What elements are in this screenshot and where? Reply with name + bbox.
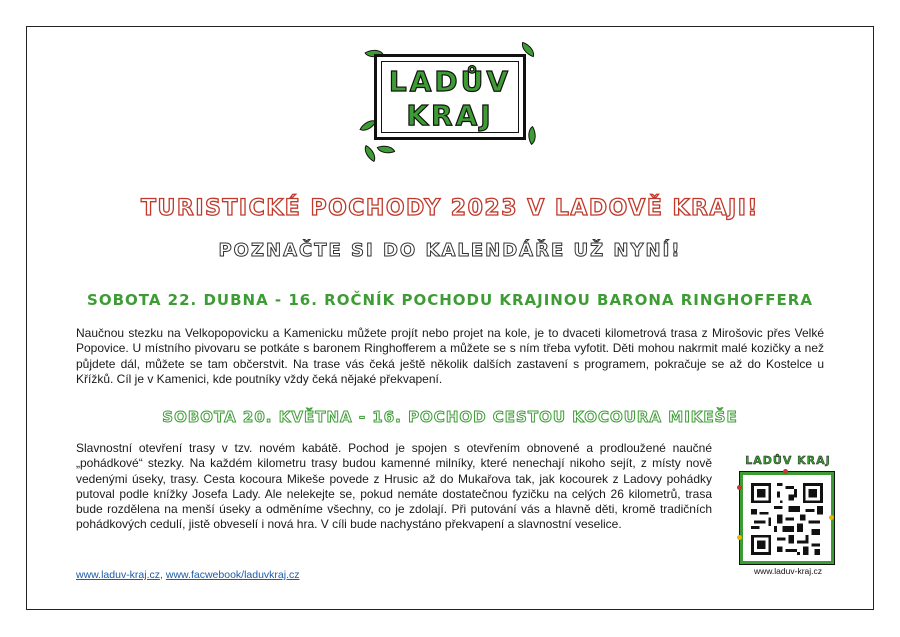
flower-icon [829, 515, 834, 520]
page-title: TURISTICKÉ POCHODY 2023 V LADOVĚ KRAJI! [141, 196, 759, 221]
page-subtitle: POZNAČTE SI DO KALENDÁŘE UŽ NYNÍ! [218, 240, 682, 261]
qr-code-icon[interactable] [751, 483, 823, 555]
qr-url: www.laduv-kraj.cz [753, 566, 823, 576]
link-separator: , [160, 569, 163, 581]
event-text-1: Naučnou stezku na Velkopopovicku a Kamenicku můžete projít nebo projet na kole, je to dvaceti kilometrová trasa z Mirošovic přes Velké Popovice. U místního pivovaru se potkáte s baronem Ringhofferem a můžete se s ním třeba vyfotit. Děti mohou nakrmit malé kozičky a než půjdete dál, můžete se tam občerstvit. Na trase vás čeká ještě několik dalších zastavení s programem, pokračuje se až do Kostelce u Křížků. Cíl je v Kamenici, kde poutníky vždy čeká nějaké překvapení. [76, 326, 824, 386]
logo-line-2: KRAJ [406, 99, 494, 132]
facebook-link[interactable]: www.facwebook/laduvkraj.cz [165, 569, 300, 581]
flower-icon [783, 469, 788, 474]
qr-title: LADŮV KRAJ [745, 454, 831, 467]
flower-icon [737, 535, 742, 540]
footer-links [76, 569, 300, 581]
event-heading-1: SOBOTA 22. DUBNA - 16. ROČNÍK POCHODU KRAJINOU BARONA RINGHOFFERA [87, 291, 813, 309]
logo-line-1: LADŮV [388, 65, 512, 98]
event-text-2: Slavnostní otevření trasy v tzv. novém kabátě. Pochod je spojen s otevřením obnovené a prodloužené naučné „pohádkové“ stezky. Na každém kilometru trasy budou kamenné milníky, které nenechají nikoho sejít, z místy nově vedenými úseky, trasy. Cesta kocoura Mikeše povede z Hrusic až do Mukařova tak, jak kocourek z Ladovy pohádky putoval podle knížky Josefa Lady. Ale nelekejte se, pokud nemáte dostatečnou fyzičku na celých 26 kilometrů, trasa bude rozdělena na menší úseky a odměníme všechny, co je zdolají. Při putování vás a hlavně děti, kromě tradičních pohádkových cedulí, jistě obveselí i nová hra. V cíli bude nachystáno překvapení a slavnostní veselice. [76, 441, 712, 532]
leaf-icon [377, 142, 396, 158]
qr-block [734, 450, 842, 580]
flower-icon [737, 485, 742, 490]
event-heading-2: SOBOTA 20. KVĚTNA - 16. POCHOD CESTOU KOCOURA MIKEŠE [162, 408, 738, 426]
qr-frame [740, 472, 834, 564]
website-link[interactable]: www.laduv-kraj.cz [76, 569, 161, 581]
logo-frame [374, 54, 526, 140]
laduv-kraj-logo [360, 44, 540, 162]
